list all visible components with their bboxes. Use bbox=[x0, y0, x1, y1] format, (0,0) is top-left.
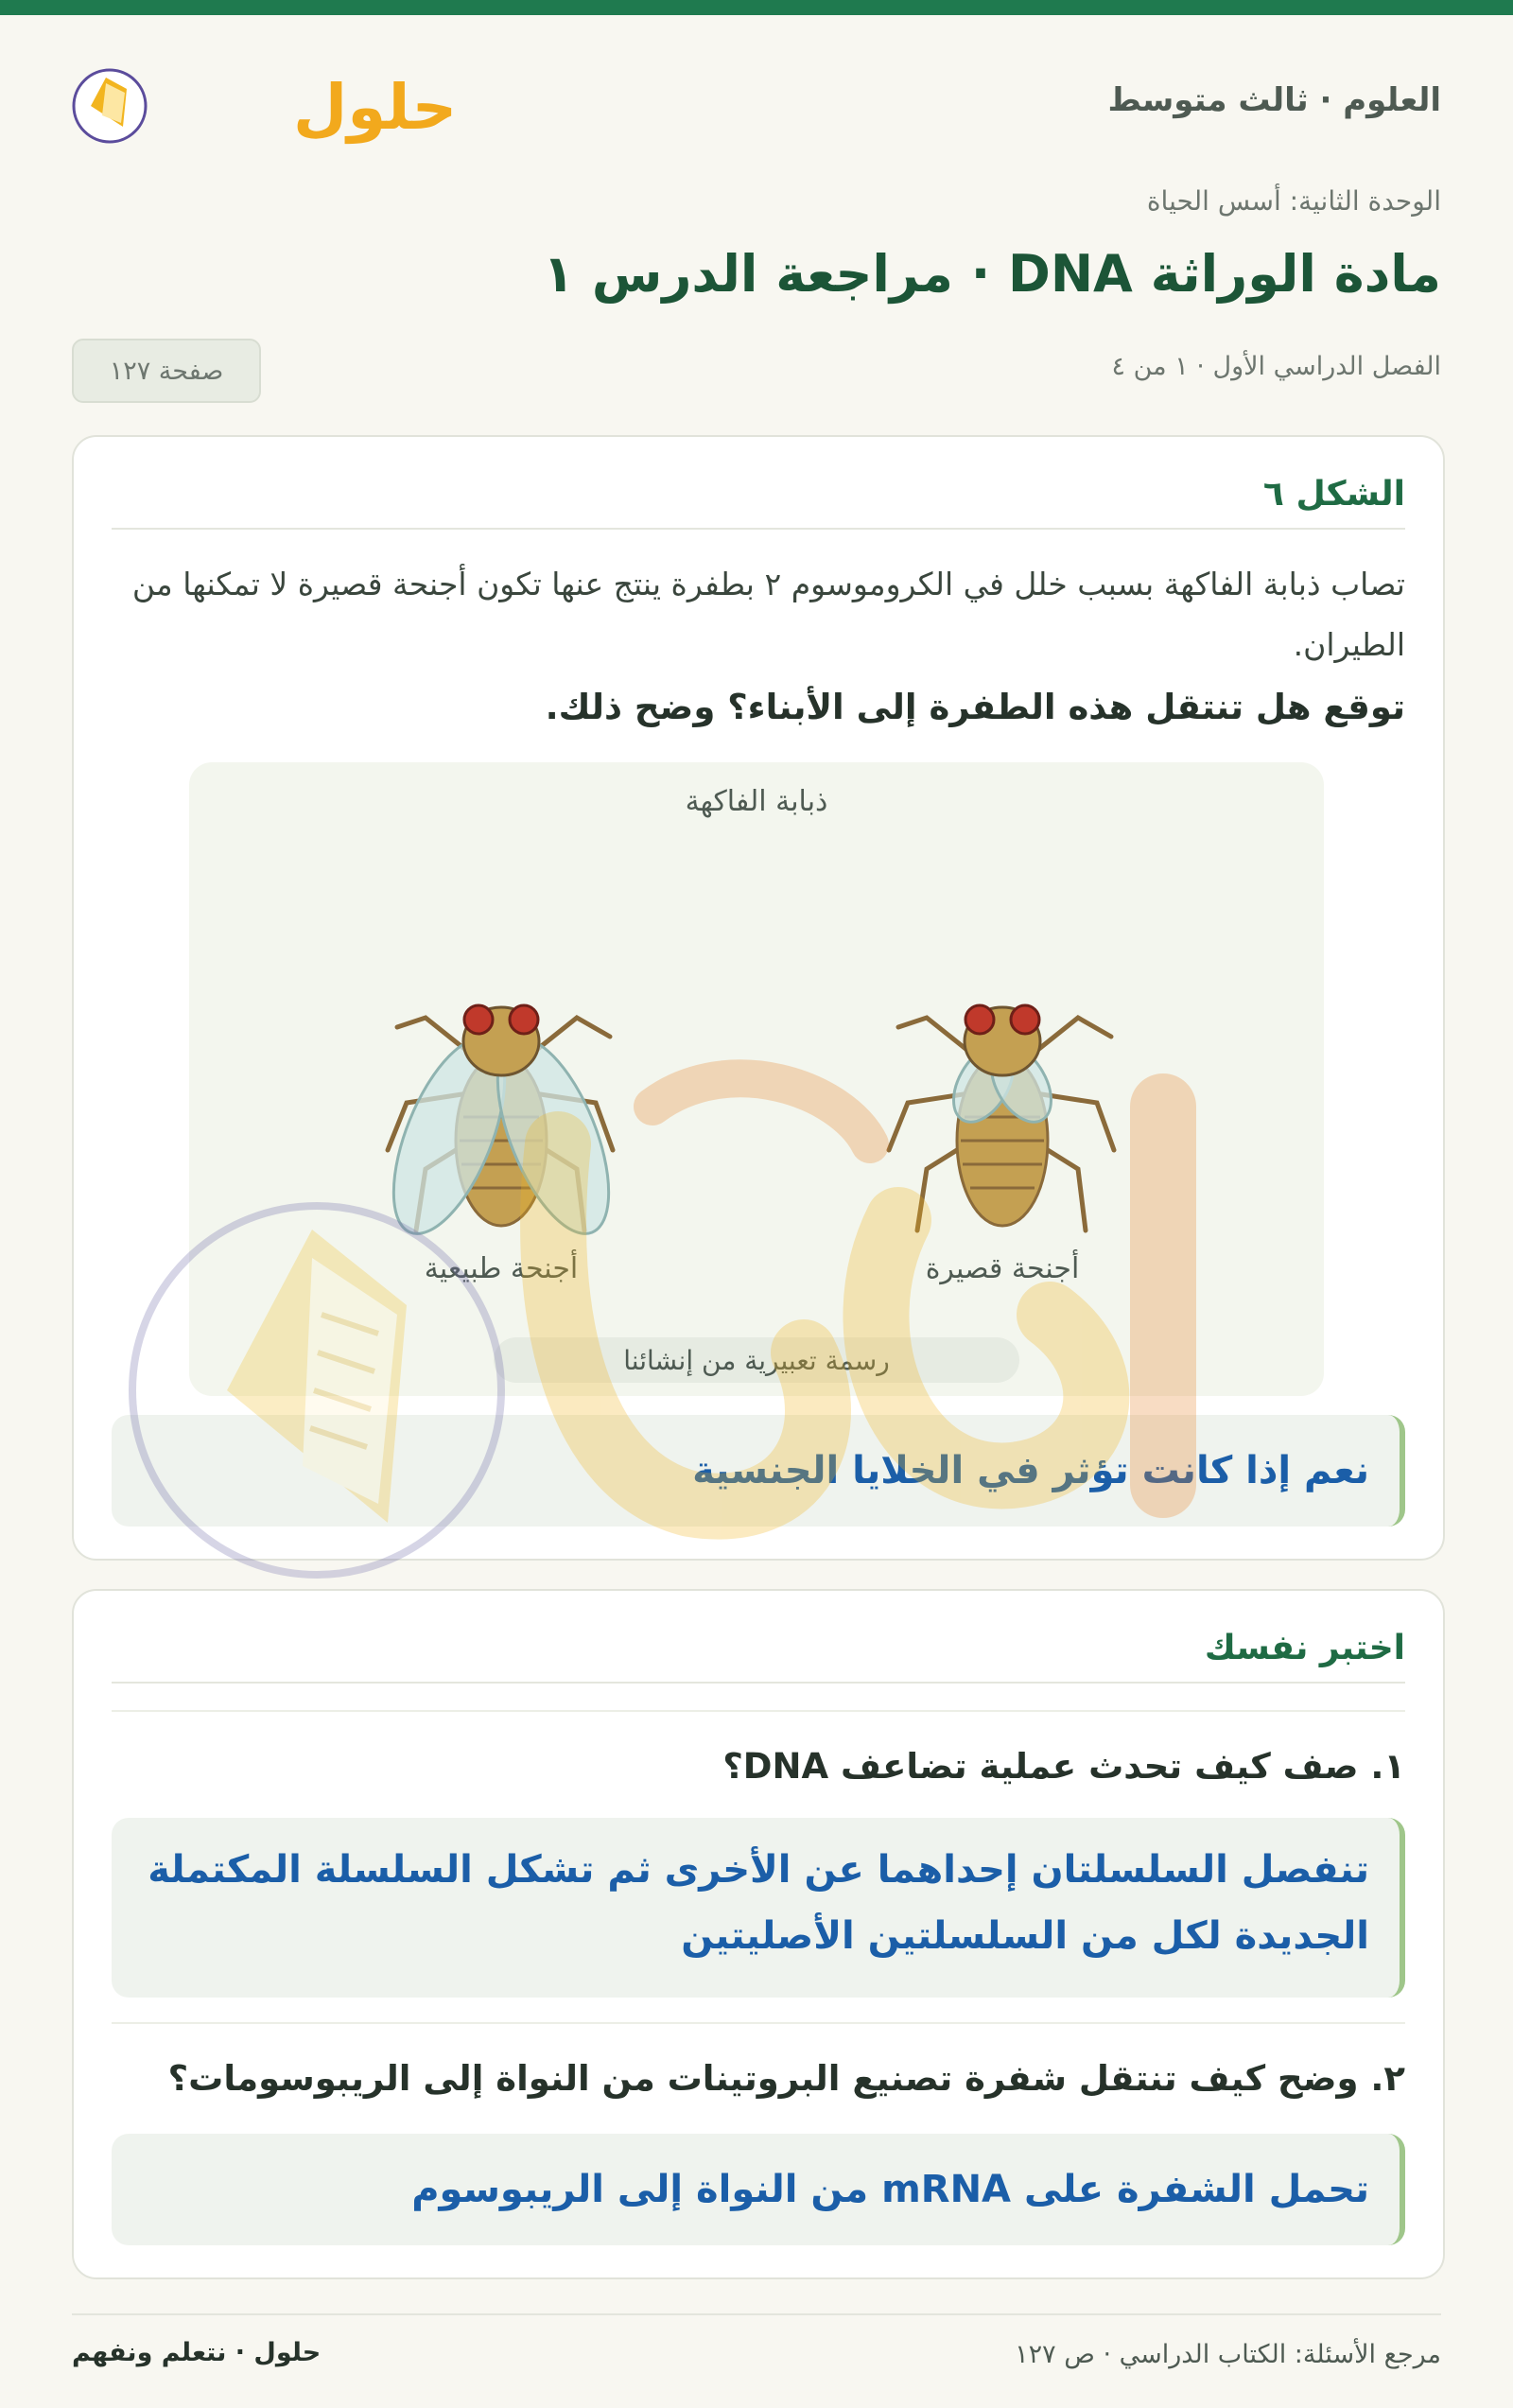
fruit-fly-illustration bbox=[189, 762, 1324, 1396]
divider bbox=[112, 528, 1405, 530]
question-1: ١. صف كيف تحدث عملية تضاعف DNA؟ bbox=[722, 1746, 1405, 1787]
divider bbox=[112, 2022, 1405, 2024]
footer-divider bbox=[72, 2313, 1441, 2315]
answer-box bbox=[112, 2134, 1405, 2245]
short-wings-label: أجنحة قصيرة bbox=[925, 1252, 1080, 1285]
figure-description: تصاب ذبابة الفاكهة بسبب خلل في الكروموسوم ٢ بطفرة ينتج عنها تكون أجنحة قصيرة لا تمكنها من الطيران. bbox=[131, 566, 1405, 663]
normal-wings-label: أجنحة طبيعية bbox=[424, 1252, 579, 1285]
footer-brand: حلول · نتعلم ونفهم bbox=[72, 2338, 322, 2367]
figure-question-card bbox=[72, 435, 1445, 1561]
answer-box bbox=[112, 1415, 1405, 1527]
page-number-badge: صفحة ١٢٧ bbox=[72, 339, 261, 403]
answer-text: نعم إذا كانت تؤثر في الخلايا الجنسية bbox=[692, 1449, 1369, 1492]
self-test-heading: اختبر نفسك bbox=[1204, 1629, 1405, 1667]
normal-wing-fly-icon bbox=[359, 961, 643, 1235]
footer-reference: مرجع الأسئلة: الكتاب الدراسي · ص ١٢٧ bbox=[1015, 2340, 1441, 2369]
answer-text: تحمل الشفرة على mRNA من النواة إلى الريبوسوم bbox=[411, 2168, 1369, 2211]
divider bbox=[112, 1682, 1405, 1684]
brand-logo bbox=[68, 49, 458, 153]
answer-box bbox=[112, 1818, 1405, 1998]
question-2: ٢. وضح كيف تنتقل شفرة تصنيع البروتينات من النواة إلى الريبوسومات؟ bbox=[167, 2058, 1405, 2099]
svg-text:حلول: حلول bbox=[293, 71, 458, 144]
subject-grade: العلوم · ثالث متوسط bbox=[1107, 81, 1441, 119]
semester-label: الفصل الدراسي الأول · ١ من ٤ bbox=[1111, 352, 1441, 381]
short-wing-fly-icon bbox=[861, 961, 1144, 1235]
figure-title: ذبابة الفاكهة bbox=[685, 785, 828, 818]
answer-text: تنفصل السلسلتان إحداهما عن الأخرى ثم تشكل السلسلة المكتملة الجديدة لكل من السلسلتين الأصليتين bbox=[148, 1848, 1369, 1958]
unit-label: الوحدة الثانية: أسس الحياة bbox=[1146, 185, 1441, 217]
top-accent-bar bbox=[0, 0, 1513, 15]
divider bbox=[112, 1710, 1405, 1712]
figure-heading: الشكل ٦ bbox=[1262, 475, 1405, 514]
illustration-note: رسمة تعبيرية من إنشائنا bbox=[494, 1337, 1019, 1383]
page-title: مادة الوراثة DNA · مراجعة الدرس ١ bbox=[543, 244, 1441, 304]
self-test-card bbox=[72, 1589, 1445, 2279]
figure-question: توقع هل تنتقل هذه الطفرة إلى الأبناء؟ وضح ذلك. bbox=[545, 687, 1405, 727]
